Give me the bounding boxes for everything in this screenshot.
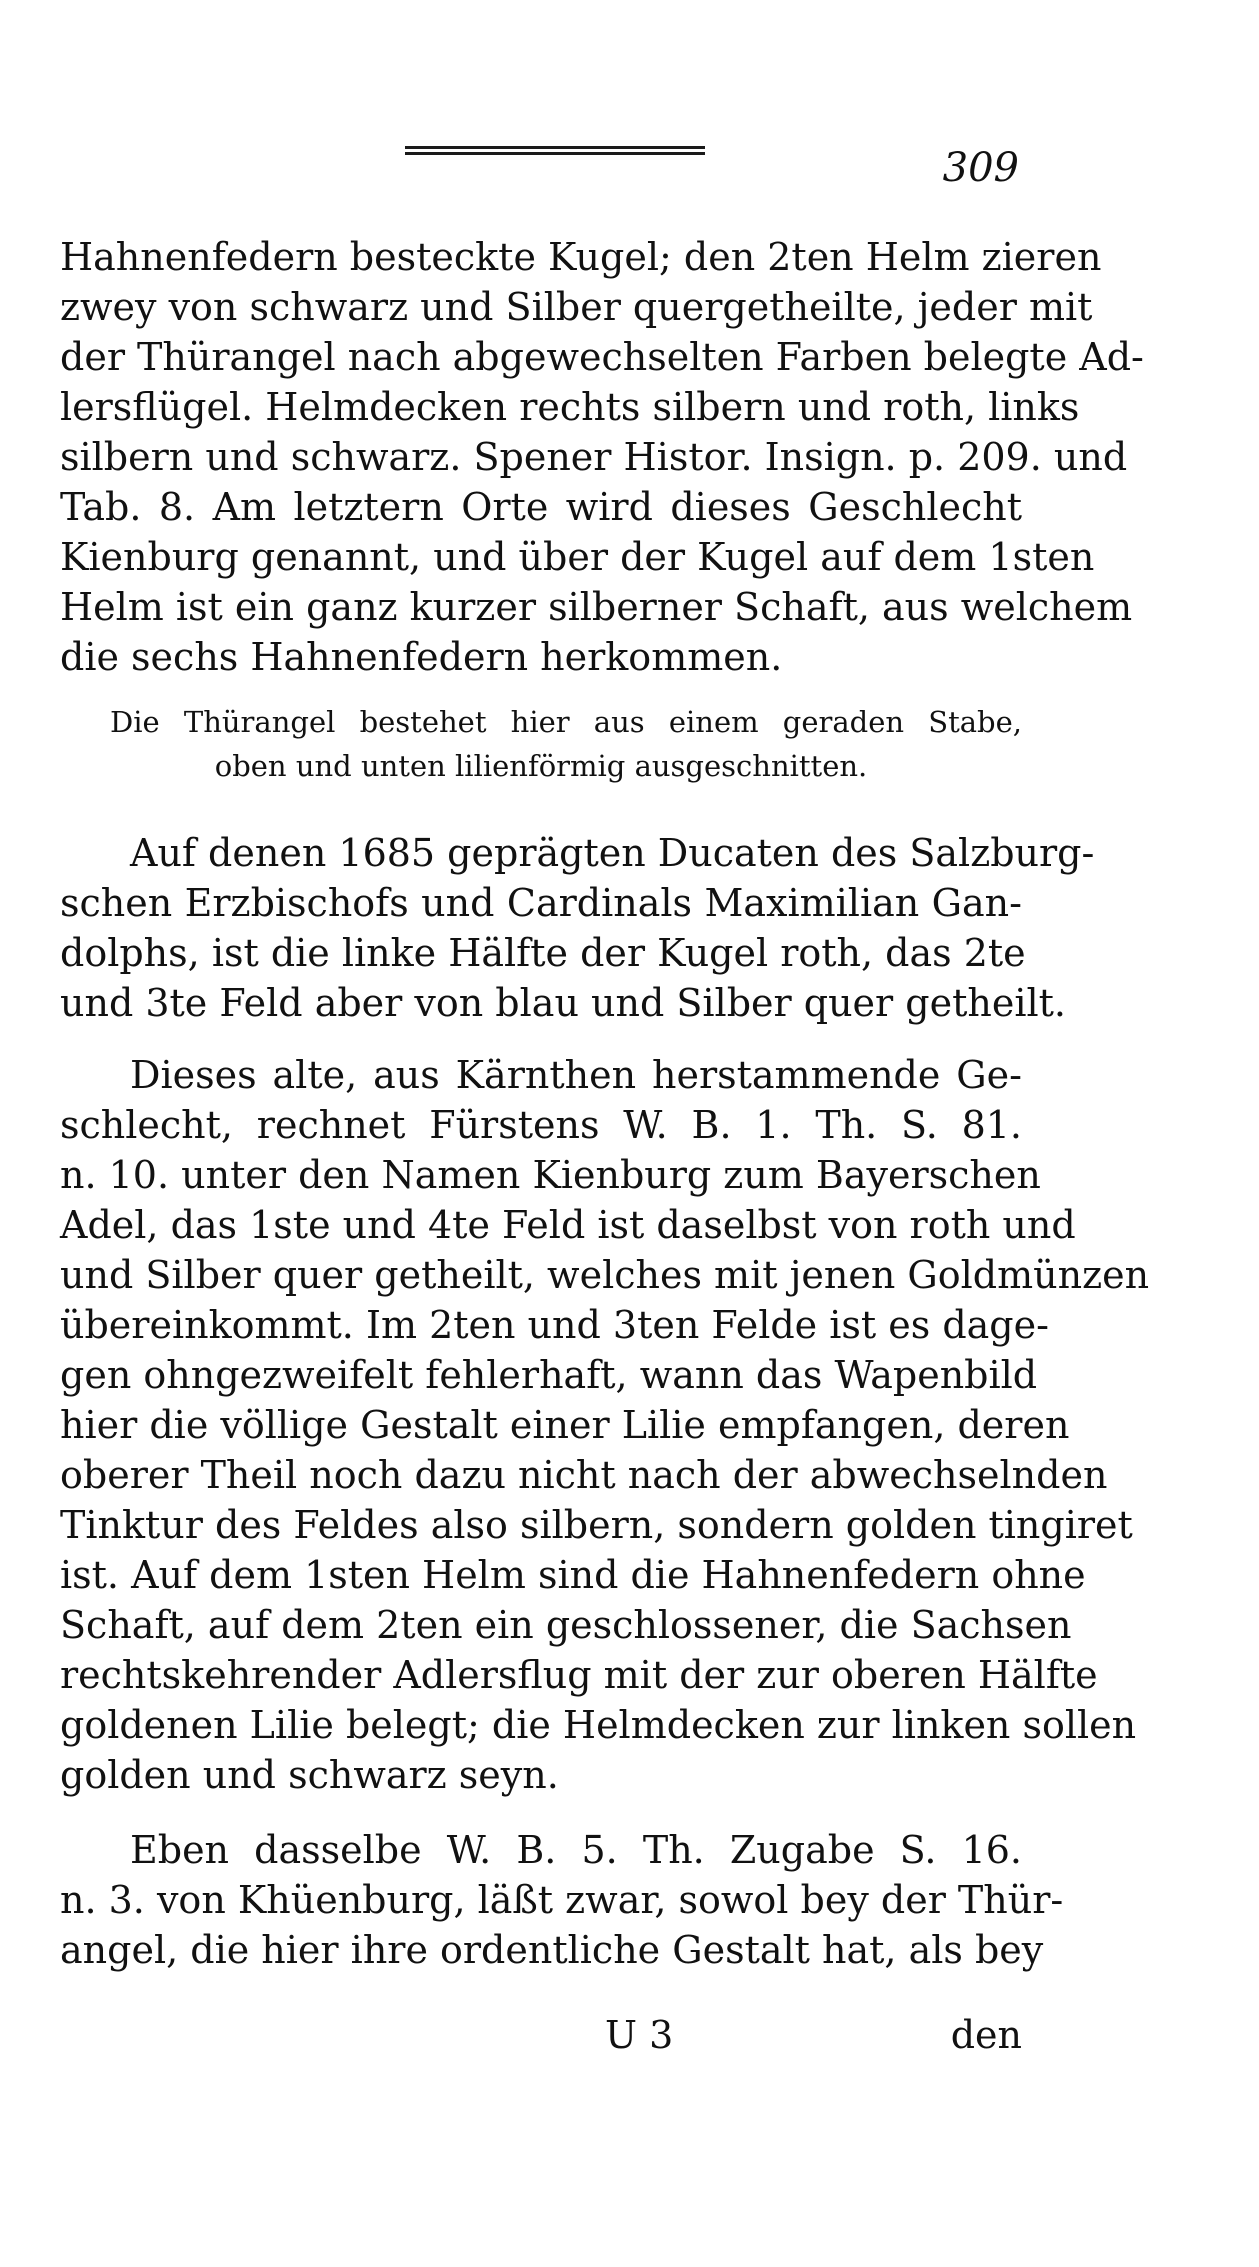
signature-mark: U 3 bbox=[605, 2013, 674, 2057]
paragraph bbox=[60, 232, 1144, 682]
text-line: gen ohngezweifelt fehlerhaft, wann das Wapenbild bbox=[60, 1353, 1038, 1397]
text-line: Adel, das 1ste und 4te Feld ist daselbst von roth und bbox=[60, 1203, 1076, 1247]
text-line: Kienburg genannt, und über der Kugel auf dem 1sten bbox=[60, 535, 1095, 579]
text-line: Hahnenfedern besteckte Kugel; den 2ten Helm zieren bbox=[60, 235, 1102, 279]
header-rule-line bbox=[405, 146, 705, 149]
text-line: goldenen Lilie belegt; die Helmdecken zur linken sollen bbox=[60, 1703, 1137, 1747]
text-line: hier die völlige Gestalt einer Lilie empfangen, deren bbox=[60, 1403, 1070, 1447]
text-line: die sechs Hahnenfedern herkommen. bbox=[60, 635, 783, 679]
text-line: n. 10. unter den Namen Kienburg zum Bayerschen bbox=[60, 1153, 1041, 1197]
text-line: golden und schwarz seyn. bbox=[60, 1753, 559, 1797]
text-line: n. 3. von Khüenburg, läßt zwar, sowol bey der Thür- bbox=[60, 1878, 1064, 1922]
paragraph bbox=[60, 1825, 1064, 1975]
paragraph bbox=[60, 828, 1095, 1028]
text-line: Die Thürangel bestehet hier aus einem geraden Stabe, bbox=[110, 705, 1022, 739]
text-line: und 3te Feld aber von blau und Silber quer getheilt. bbox=[60, 981, 1066, 1025]
text-line: oberer Theil noch dazu nicht nach der abwechselnden bbox=[60, 1453, 1108, 1497]
note-paragraph bbox=[60, 700, 1022, 788]
text-line: der Thürangel nach abgewechselten Farben belegte Ad- bbox=[60, 335, 1144, 379]
text-line: Tinktur des Feldes also silbern, sondern golden tingiret bbox=[60, 1503, 1133, 1547]
text-line: Auf denen 1685 geprägten Ducaten des Salzburg- bbox=[130, 831, 1095, 875]
header-rule bbox=[405, 146, 705, 156]
page-number: 309 bbox=[942, 145, 1019, 191]
text-line: Helm ist ein ganz kurzer silberner Schaft, aus welchem bbox=[60, 585, 1133, 629]
text-line: oben und unten lilienförmig ausgeschnitten. bbox=[214, 749, 868, 783]
paragraph bbox=[60, 1050, 1150, 1800]
text-line: lersflügel. Helmdecken rechts silbern und roth, links bbox=[60, 385, 1080, 429]
text-line: übereinkommt. Im 2ten und 3ten Felde ist es dage- bbox=[60, 1303, 1049, 1347]
header-rule-line bbox=[405, 152, 705, 155]
text-line: Dieses alte, aus Kärnthen herstammende Ge- bbox=[130, 1053, 1022, 1097]
text-line: Schaft, auf dem 2ten ein geschlossener, die Sachsen bbox=[60, 1603, 1072, 1647]
text-line: rechtskehrender Adlersflug mit der zur oberen Hälfte bbox=[60, 1653, 1098, 1697]
text-line: silbern und schwarz. Spener Histor. Insign. p. 209. und bbox=[60, 435, 1128, 479]
catchword: den bbox=[950, 2013, 1022, 2057]
text-line: schlecht, rechnet Fürstens W. B. 1. Th. S. 81. bbox=[60, 1103, 1022, 1147]
page-footer bbox=[60, 2010, 1022, 2060]
text-line: ist. Auf dem 1sten Helm sind die Hahnenfedern ohne bbox=[60, 1553, 1086, 1597]
text-line: schen Erzbischofs und Cardinals Maximilian Gan- bbox=[60, 881, 1022, 925]
text-line: angel, die hier ihre ordentliche Gestalt hat, als bey bbox=[60, 1928, 1044, 1972]
text-line: Eben dasselbe W. B. 5. Th. Zugabe S. 16. bbox=[130, 1828, 1022, 1872]
text-line: und Silber quer getheilt, welches mit jenen Goldmünzen bbox=[60, 1253, 1150, 1297]
text-line: zwey von schwarz und Silber quergetheilte, jeder mit bbox=[60, 285, 1093, 329]
text-line: Tab. 8. Am letztern Orte wird dieses Geschlecht bbox=[60, 485, 1022, 529]
text-line: dolphs, ist die linke Hälfte der Kugel roth, das 2te bbox=[60, 931, 1026, 975]
